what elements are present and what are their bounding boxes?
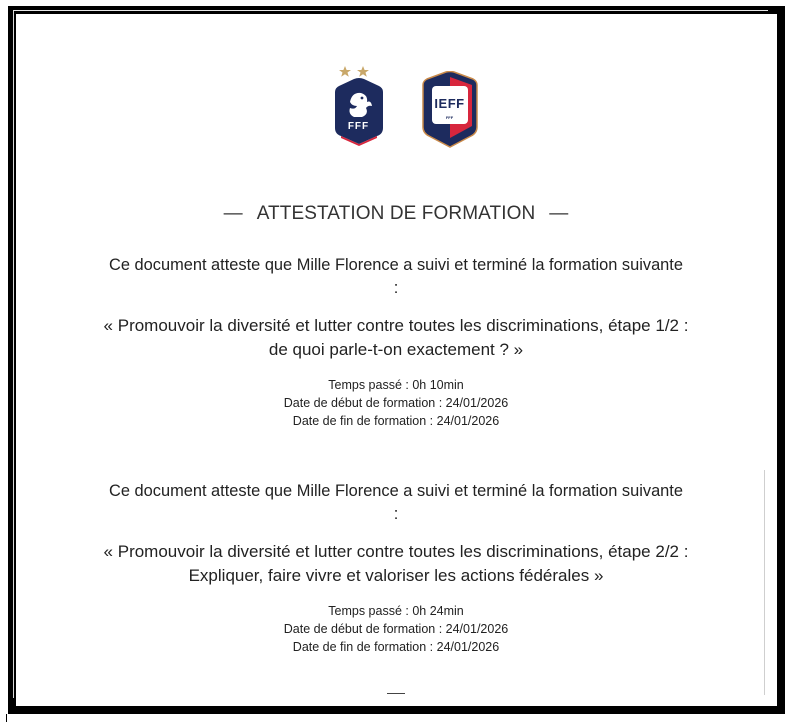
formation-course-title xyxy=(40,540,752,588)
time-spent: Temps passé : 0h 24min xyxy=(328,604,464,618)
start-date: Date de début de formation : 24/01/2026 xyxy=(283,396,509,410)
fff-rooster-crest-icon xyxy=(330,62,388,148)
ieff-logo-text: IEFF xyxy=(434,96,465,111)
corner-tick xyxy=(6,714,7,722)
intro-text: Ce document atteste que Mille Florence a suivi et terminé la formation suivante xyxy=(109,482,683,500)
formation-block-2 xyxy=(40,480,752,656)
ieff-badge-icon xyxy=(415,71,485,151)
ieff-logo-subtext: FFF xyxy=(445,115,454,120)
ieff-logo xyxy=(415,71,485,151)
end-date: Date de fin de formation : 24/01/2026 xyxy=(292,414,500,428)
title-dash-left: — xyxy=(223,203,243,224)
course-line-1: « Promouvoir la diversité et lutter contre toutes les discriminations, étape 2/2 : xyxy=(103,542,689,561)
inner-right-line xyxy=(764,470,765,695)
fff-logo-text: FFF xyxy=(347,121,370,132)
title-text: ATTESTATION DE FORMATION xyxy=(256,203,536,224)
logo-row xyxy=(0,62,792,152)
fff-logo xyxy=(330,62,388,148)
time-spent: Temps passé : 0h 10min xyxy=(328,378,464,392)
intro-colon: : xyxy=(393,505,399,523)
formation-intro xyxy=(40,480,752,526)
course-line-1: « Promouvoir la diversité et lutter contre toutes les discriminations, étape 1/2 : xyxy=(103,316,689,335)
closing-dash xyxy=(387,693,405,694)
document-title xyxy=(0,203,792,225)
formation-course-title xyxy=(40,314,752,362)
formation-block-1 xyxy=(40,254,752,430)
title-dash-right: — xyxy=(549,203,569,224)
formation-meta xyxy=(40,602,752,656)
course-line-2: de quoi parle-t-on exactement ? » xyxy=(268,340,524,359)
intro-text: Ce document atteste que Mille Florence a suivi et terminé la formation suivante xyxy=(109,256,683,274)
intro-colon: : xyxy=(393,279,399,297)
formation-meta xyxy=(40,376,752,430)
formation-intro xyxy=(40,254,752,300)
course-line-2: Expliquer, faire vivre et valoriser les actions fédérales » xyxy=(188,566,604,585)
end-date: Date de fin de formation : 24/01/2026 xyxy=(292,640,500,654)
start-date: Date de début de formation : 24/01/2026 xyxy=(283,622,509,636)
